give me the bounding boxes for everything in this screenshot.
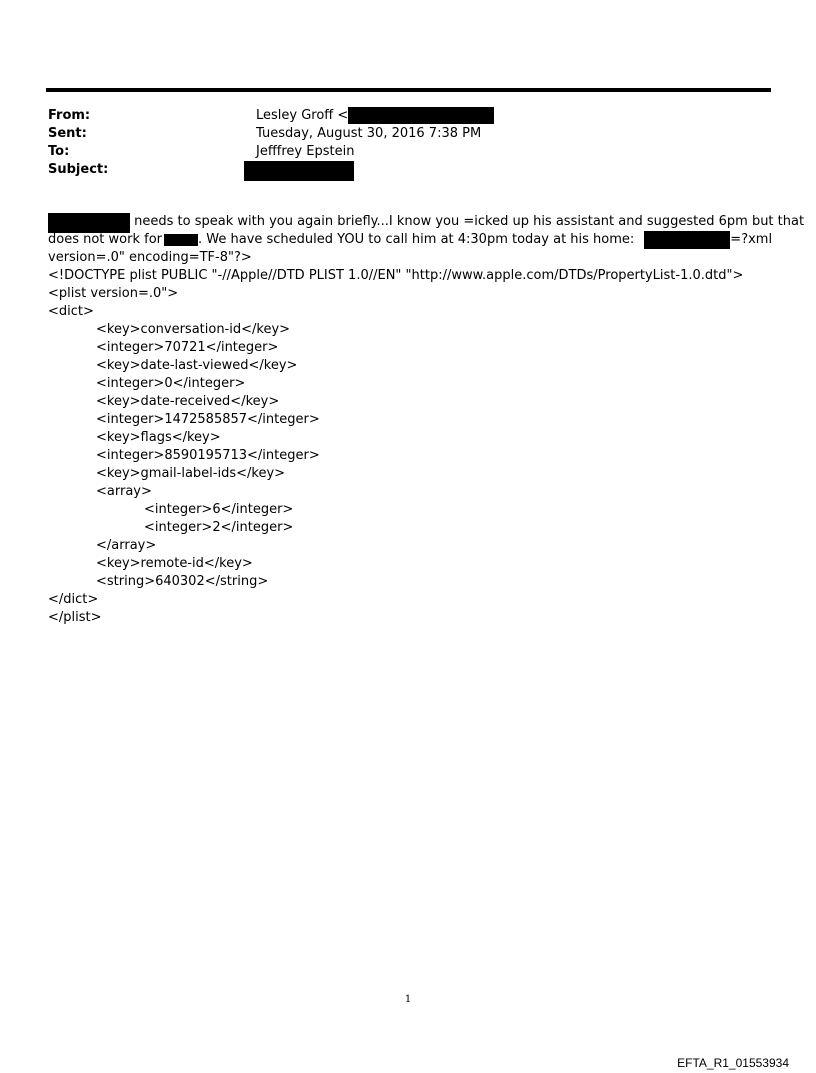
sent-value: Tuesday, August 30, 2016 7:38 PM	[256, 126, 482, 141]
sent-label: Sent:	[48, 126, 87, 141]
body-line-23: </plist>	[48, 610, 102, 625]
body-line-21: <string>640302</string>	[96, 574, 269, 589]
body-line-14: <integer>8590195713</integer>	[96, 448, 320, 463]
body-line-1	[48, 213, 805, 231]
body-line-3: version=.0" encoding=TF-8"?>	[48, 250, 252, 265]
body-line-18: <integer>2</integer>	[144, 520, 294, 535]
from-name: Lesley Groff <	[256, 108, 349, 123]
body-line-20: <key>remote-id</key>	[96, 556, 253, 571]
body-line-17: <integer>6</integer>	[144, 502, 294, 517]
from-label: From:	[48, 108, 91, 123]
body-line-2	[48, 231, 773, 249]
body-line-2-b: . We have scheduled YOU to call him at 4:30pm today at his home:	[198, 232, 635, 247]
body-line-15: <key>gmail-label-ids</key>	[96, 466, 286, 481]
redaction-phone	[644, 231, 730, 249]
to-label: To:	[48, 144, 70, 159]
body-line-5: <plist version=.0">	[48, 286, 179, 301]
redaction-from-email	[348, 107, 494, 124]
body-line-12: <integer>1472585857</integer>	[96, 412, 320, 427]
subject-label: Subject:	[48, 162, 109, 177]
body-line-16: <array>	[96, 484, 152, 499]
body-line-10: <integer>0</integer>	[96, 376, 246, 391]
body-line-2-a: does not work for	[48, 232, 162, 247]
subject-value	[244, 161, 354, 181]
body-line-6: <dict>	[48, 304, 94, 319]
redaction-inline-name	[164, 234, 198, 246]
body-line-22: </dict>	[48, 592, 99, 607]
to-value: Jefffrey Epstein	[256, 144, 355, 159]
email-body	[48, 213, 805, 627]
body-line-1-text: needs to speak with you again briefly...I know you =icked up his assistant and suggested 6pm but that	[130, 214, 805, 229]
bates-number: EFTA_R1_01553934	[677, 1056, 789, 1070]
body-line-19: </array>	[96, 538, 157, 553]
body-line-9: <key>date-last-viewed</key>	[96, 358, 298, 373]
body-line-11: <key>date-received</key>	[96, 394, 280, 409]
body-line-13: <key>flags</key>	[96, 430, 221, 445]
redaction-person-name	[48, 213, 130, 233]
redaction-subject	[244, 161, 354, 181]
body-line-8: <integer>70721</integer>	[96, 340, 279, 355]
from-value	[256, 107, 494, 125]
header-rule	[46, 88, 771, 92]
body-line-4: <!DOCTYPE plist PUBLIC "-//Apple//DTD PLIST 1.0//EN" "http://www.apple.com/DTDs/PropertyList-1.0.dtd">	[48, 268, 744, 283]
page-number: 1	[404, 994, 412, 1005]
body-line-2-c: =?xml	[730, 232, 773, 247]
body-line-7: <key>conversation-id</key>	[96, 322, 291, 337]
